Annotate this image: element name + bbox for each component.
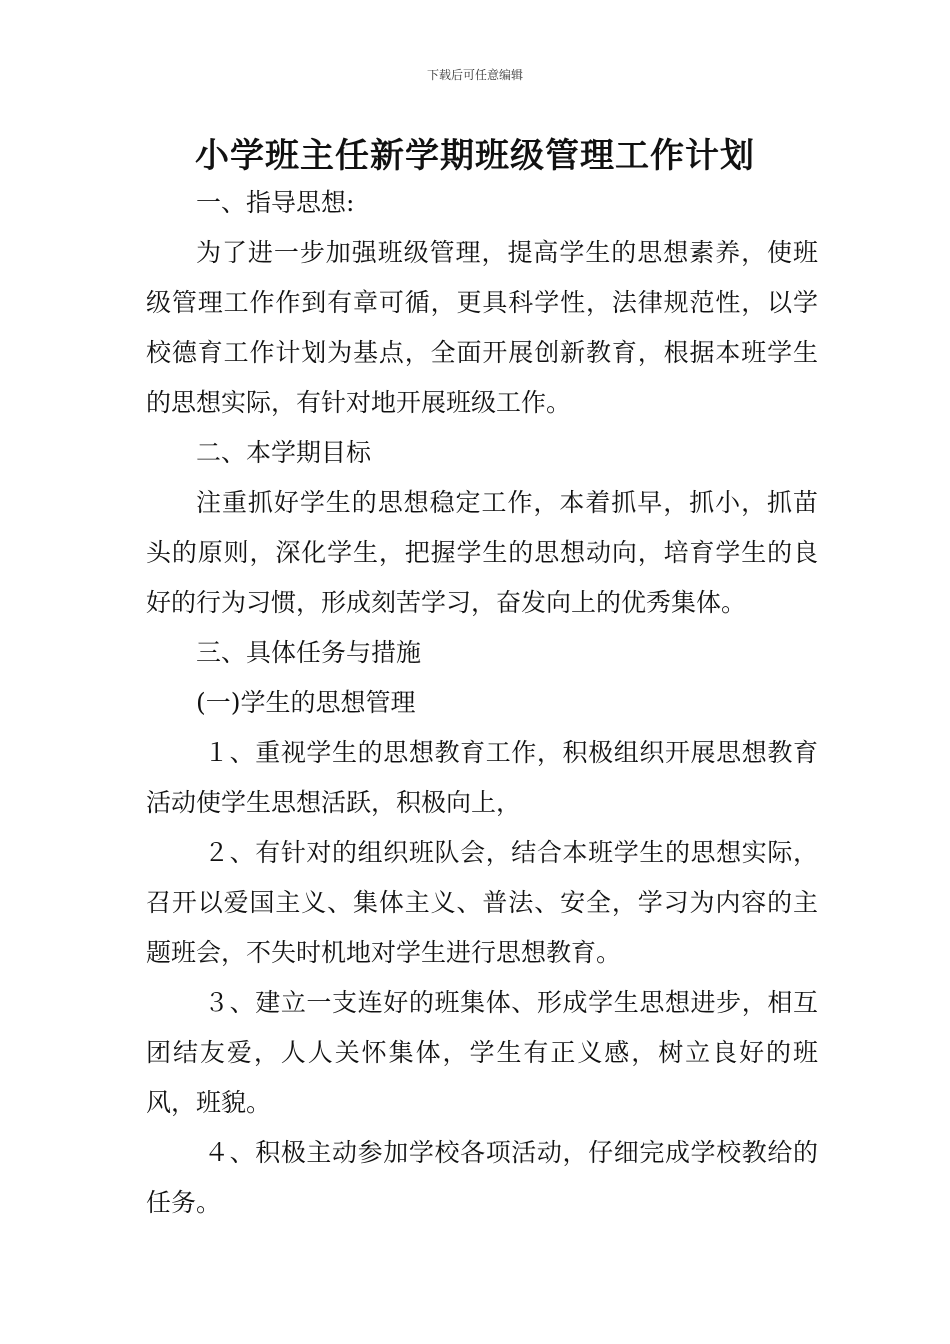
list-item-4: ４、积极主动参加学校各项活动，仔细完成学校教给的任务。 xyxy=(146,1138,818,1217)
section-heading-semester-goal: 二、本学期目标 xyxy=(196,438,372,467)
paragraph-guiding-thought: 为了进一步加强班级管理，提高学生的思想素养，使班级管理工作作到有章可循，更具科学性，法律规范性，以学校德育工作计划为基点，全面开展创新教育，根据本班学生的思想实际，有针对地开展班级工作。 xyxy=(146,238,818,417)
list-item-1: １、重视学生的思想教育工作，积极组织开展思想教育活动使学生思想活跃，积极向上， xyxy=(146,738,818,817)
header-note: 下载后可任意编辑 xyxy=(426,68,523,82)
section-heading-tasks: 三、具体任务与措施 xyxy=(196,638,422,667)
list-item-3: ３、建立一支连好的班集体、形成学生思想进步，相互团结友爱，人人关怀集体，学生有正义感，树立良好的班风，班貌。 xyxy=(146,988,818,1117)
paragraph-semester-goal: 注重抓好学生的思想稳定工作，本着抓早，抓小，抓苗头的原则，深化学生，把握学生的思想动向，培育学生的良好的行为习惯，形成刻苦学习，奋发向上的优秀集体。 xyxy=(146,488,818,617)
subsection-heading-thought-management: (一)学生的思想管理 xyxy=(196,688,416,717)
section-heading-guiding-thought: 一、指导思想: xyxy=(196,188,355,217)
list-item-2: ２、有针对的组织班队会，结合本班学生的思想实际，召开以爱国主义、集体主义、普法、安全，学习为内容的主题班会，不失时机地对学生进行思想教育。 xyxy=(146,838,818,967)
document-body xyxy=(146,178,818,1228)
document-title: 小学班主任新学期班级管理工作计划 xyxy=(195,136,755,176)
